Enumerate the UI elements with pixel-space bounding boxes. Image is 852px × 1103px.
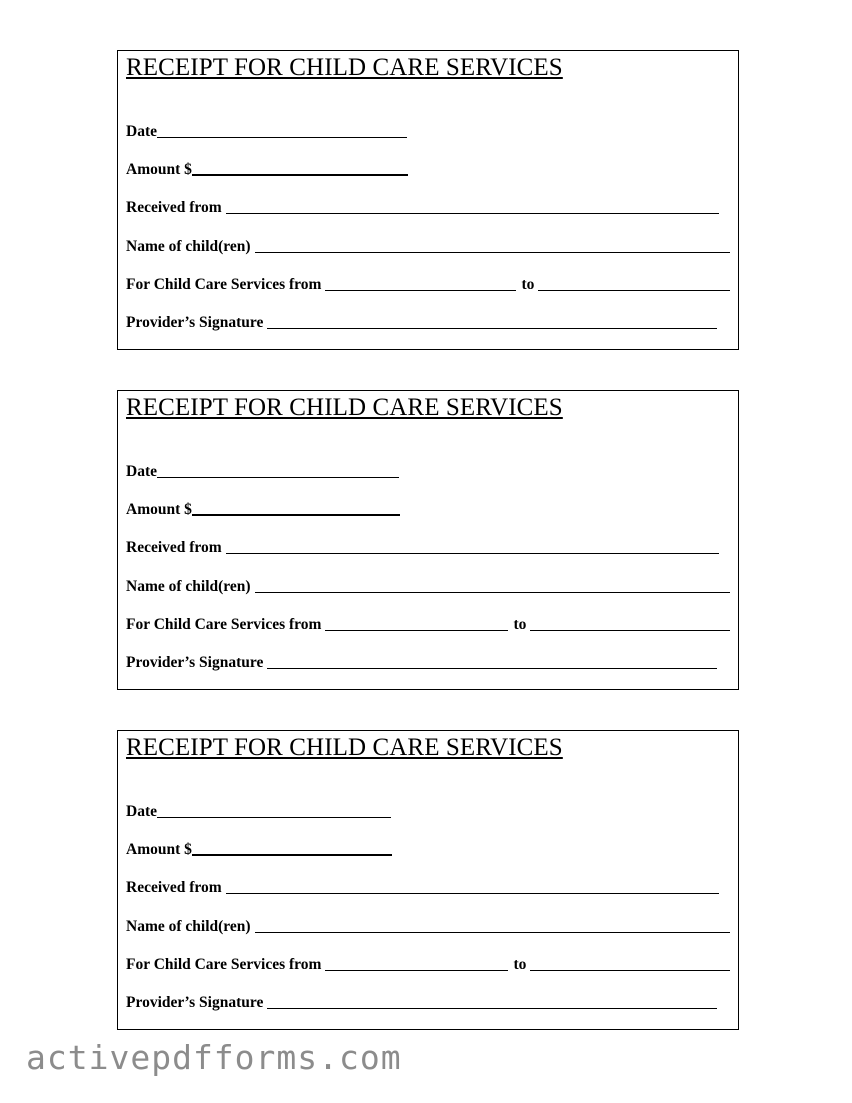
signature-label: Provider’s Signature [126, 654, 264, 671]
child-name-row [126, 234, 730, 256]
services-from-label: For Child Care Services from [126, 276, 322, 293]
date-label: Date [126, 463, 157, 480]
receipt-card [117, 50, 739, 350]
child-name-field[interactable] [255, 932, 730, 933]
amount-field[interactable] [192, 854, 392, 856]
amount-label: Amount $ [126, 841, 192, 858]
services-from-label: For Child Care Services from [126, 956, 322, 973]
date-label: Date [126, 803, 157, 820]
received-from-row [126, 875, 730, 897]
signature-field[interactable] [267, 668, 717, 669]
signature-row [126, 650, 730, 672]
child-name-label: Name of child(ren) [126, 578, 251, 595]
services-to-field[interactable] [530, 970, 730, 971]
received-from-label: Received from [126, 199, 222, 216]
child-name-label: Name of child(ren) [126, 918, 251, 935]
receipt-title: RECEIPT FOR CHILD CARE SERVICES [126, 54, 563, 81]
services-period-row [126, 612, 730, 634]
signature-row [126, 310, 730, 332]
signature-field[interactable] [267, 328, 717, 329]
date-row [126, 119, 730, 141]
amount-label: Amount $ [126, 501, 192, 518]
signature-field[interactable] [267, 1008, 717, 1009]
received-from-field[interactable] [226, 553, 719, 554]
child-name-label: Name of child(ren) [126, 238, 251, 255]
receipt-title: RECEIPT FOR CHILD CARE SERVICES [126, 394, 563, 421]
services-from-field[interactable] [325, 290, 516, 291]
receipt-card [117, 730, 739, 1030]
receipt-card [117, 390, 739, 690]
services-period-row [126, 272, 730, 294]
date-field[interactable] [157, 817, 391, 818]
received-from-field[interactable] [226, 893, 719, 894]
amount-field[interactable] [192, 174, 408, 176]
received-from-label: Received from [126, 539, 222, 556]
date-field[interactable] [157, 137, 407, 138]
watermark-text: activepdfforms.com [26, 1038, 402, 1077]
services-to-label: to [513, 616, 527, 633]
received-from-field[interactable] [226, 213, 719, 214]
amount-row [126, 497, 730, 519]
received-from-row [126, 535, 730, 557]
services-to-field[interactable] [538, 290, 730, 291]
signature-label: Provider’s Signature [126, 314, 264, 331]
child-name-field[interactable] [255, 252, 730, 253]
amount-row [126, 157, 730, 179]
services-to-label: to [521, 276, 535, 293]
date-label: Date [126, 123, 157, 140]
date-row [126, 459, 730, 481]
child-name-row [126, 574, 730, 596]
services-from-field[interactable] [325, 630, 508, 631]
services-period-row [126, 952, 730, 974]
date-row [126, 799, 730, 821]
amount-field[interactable] [192, 514, 400, 516]
services-to-field[interactable] [530, 630, 730, 631]
received-from-row [126, 195, 730, 217]
child-name-field[interactable] [255, 592, 730, 593]
receipt-title: RECEIPT FOR CHILD CARE SERVICES [126, 734, 563, 761]
services-from-label: For Child Care Services from [126, 616, 322, 633]
child-name-row [126, 914, 730, 936]
amount-label: Amount $ [126, 161, 192, 178]
signature-row [126, 990, 730, 1012]
services-from-field[interactable] [325, 970, 508, 971]
date-field[interactable] [157, 477, 399, 478]
received-from-label: Received from [126, 879, 222, 896]
services-to-label: to [513, 956, 527, 973]
signature-label: Provider’s Signature [126, 994, 264, 1011]
amount-row [126, 837, 730, 859]
